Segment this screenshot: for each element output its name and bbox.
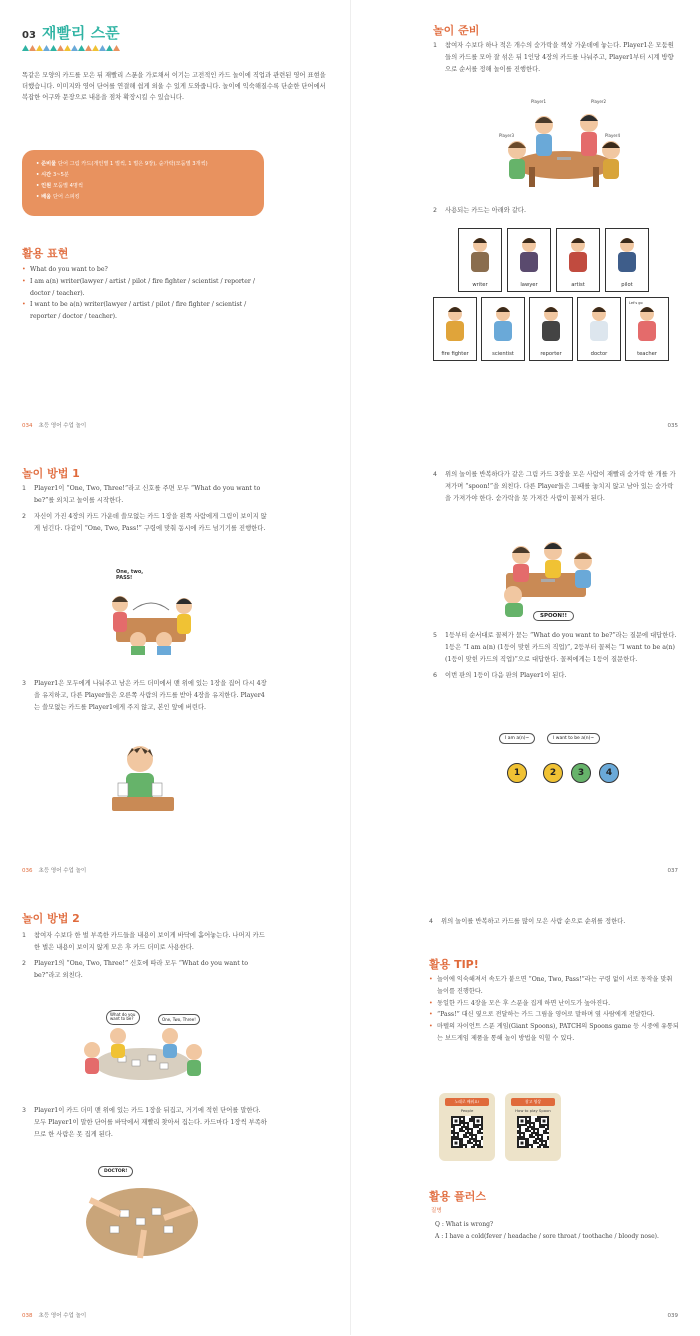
job-card-label: teacher: [637, 351, 657, 357]
player-label: Player4: [605, 133, 620, 138]
info-value: 단어 스피킹: [52, 193, 80, 200]
card-row-2: [433, 297, 669, 361]
method-step: 3 Player1이 카드 더미 맨 위에 있는 카드 1장을 뒤집고, 거기에 적힌 단어를 말한다. 모두 Player1이 말한 단어를 바닥에서 재빨리 찾아서 집는다. 카드마다 1장씩 부족하므로 한 사람은 못 집게 된다.: [22, 1107, 267, 1138]
method1-steps-a: [22, 483, 268, 539]
spread-2: [0, 445, 700, 890]
job-card-teacher: [625, 297, 669, 361]
page-037: [350, 445, 700, 890]
info-row: [36, 159, 250, 170]
player-label: Player2: [591, 99, 606, 104]
rank-badge: 1: [507, 763, 527, 783]
cards-on-floor-illustration: [78, 1008, 208, 1090]
job-figure-icon: [578, 298, 620, 348]
job-card-writer: [458, 228, 502, 292]
tip-item: • “Pass!” 대신 옆으로 전달하는 카드 그림을 영어로 말하며 옆 사람에게 전달한다.: [429, 1009, 679, 1021]
job-card-label: scientist: [492, 351, 514, 357]
info-value: 단어 그림 카드(개인별 1 벌씩, 1 벌은 9장), 숟가락(모둠별 3개씩): [57, 161, 208, 167]
job-card-reporter: [529, 297, 573, 361]
qr-tag: 노래로 배워요!: [445, 1098, 489, 1106]
pass-speech-bubble: One, two, PASS!: [116, 569, 144, 581]
spread-3: [0, 890, 700, 1335]
method-step: 1 참여자 수보다 한 벌 부족한 카드들을 내용이 보이게 바닥에 흩어놓는다. 나머지 카드 한 벌은 내용이 보이지 않게 모은 후 카드 더미로 사용한다.: [22, 932, 265, 951]
info-label: • 시간: [36, 171, 53, 178]
job-figure-icon: [530, 298, 572, 348]
job-figure-icon: [434, 298, 476, 348]
card-row-1: [458, 228, 649, 292]
method2-steps-b: [22, 1105, 268, 1145]
rank-badge: 4: [599, 763, 619, 783]
folio-right: 039: [667, 1313, 678, 1319]
info-row: [36, 192, 250, 203]
job-card-fire-fighter: [433, 297, 477, 361]
job-card-label: fire fighter: [441, 351, 469, 357]
chapter-number: 03: [22, 30, 36, 41]
method1-title: 놀이 방법 1: [22, 467, 80, 480]
folio-right: 037: [667, 868, 678, 874]
job-card-label: reporter: [540, 351, 562, 357]
method2-steps-a: [22, 930, 268, 986]
job-card-artist: [556, 228, 600, 292]
qr-card-video[interactable]: [505, 1093, 561, 1161]
job-figure-icon: [626, 298, 668, 348]
qr-code-icon: [451, 1116, 483, 1148]
chapter-title: 재빨리 스푼: [41, 24, 120, 42]
spoon-grab-illustration: [491, 533, 601, 625]
job-card-lawyer: [507, 228, 551, 292]
tip-item: • 마텔의 자이언트 스푼 게임(Giant Spoons), PATCH의 Spoons game 등 시중에 유통되는 보드게임 제품을 통해 놀이 방법을 익힐 수 있다.: [429, 1021, 679, 1045]
expression-item: • I am a(n) writer(lawyer / artist / pilot / fire fighter / scientist / reporter / doctor / teacher).: [22, 276, 272, 300]
intro-paragraph: 똑같은 모양의 카드를 모은 뒤 재빨리 스푼을 가로채서 이기는 고전적인 카드 놀이에 직업과 관련된 영어 표현을 더했습니다. 이미지와 영어 단어를 연결해 쉽게 외울 수 있게 도와줍니다. 놀이에 익숙해질수록 단순한 단어에서 복잡한 어구와 문장으로 내용을 점차 확장시킬 수 있습니다.: [22, 72, 326, 102]
info-box: [22, 150, 264, 216]
method-step: 2 Player1의 “One, Two, Three!” 신호에 따라 모두 “What do you want to be?”라고 외친다.: [22, 959, 249, 979]
prep-step: 1 참여자 수보다 하나 적은 개수의 숟가락을 책상 가운데에 놓는다. Player1은 모둠원들의 카드를 모아 잘 섞은 뒤 1인당 4장의 카드를 나눠주고, Player1부터 시계 방향으로 순서를 정해 놀이를 진행한다.: [433, 42, 674, 73]
folio-right: 035: [667, 423, 678, 429]
rank-badge: 2: [543, 763, 563, 783]
tip-list: [429, 974, 679, 1045]
info-row: [36, 170, 250, 181]
info-value: 모둠별 4명씩: [52, 182, 83, 189]
method-step: 1 Player1이 “One, Two, Three!”라고 신호를 주면 모두 “What do you want to be?”를 외치고 놀이를 시작한다.: [22, 485, 261, 504]
prep-step: 2 사용되는 카드는 아래와 같다.: [433, 207, 526, 214]
job-figure-icon: [459, 229, 501, 279]
job-card-doctor: [577, 297, 621, 361]
method-step: 2 자신이 가진 4장의 카드 가운데 쓸모없는 카드 1장을 왼쪽 사람에게 그림이 보이지 않게 넘긴다. 다같이 “One, Two, Pass!” 구령에 맞춰 동시에 카드 넘기기를 진행한다.: [22, 512, 267, 532]
doctor-card-grab-illustration: [80, 1160, 200, 1260]
one-two-three-speech-bubble: One, Two, Three!: [158, 1014, 200, 1025]
job-card-label: pilot: [621, 282, 633, 288]
pass-cards-illustration: [98, 570, 202, 655]
method2-title: 놀이 방법 2: [22, 912, 80, 925]
job-card-label: artist: [571, 282, 585, 288]
job-card-label: doctor: [590, 351, 608, 357]
triangle-decoration: [22, 44, 122, 52]
method1-steps-b: [22, 678, 268, 718]
plus-line: Q : What is wrong?: [435, 1221, 494, 1228]
tip-title: 활용 TIP!: [429, 958, 479, 971]
doctor-speech-bubble: DOCTOR!: [98, 1166, 133, 1177]
job-figure-icon: [606, 229, 648, 279]
boy-holding-cards-illustration: [108, 739, 178, 819]
rank-badge: 3: [571, 763, 591, 783]
player-label: Player3: [499, 133, 514, 138]
plus-lines: [435, 1219, 685, 1243]
teacher-speech-bubble: Let's go: [629, 301, 643, 305]
expression-item: • I want to be a(n) writer(lawyer / artist / pilot / fire fighter / scientist / reporter / doctor / teacher).: [22, 299, 272, 323]
what-speech-bubble: What do you want to be?: [106, 1010, 140, 1025]
folio-left: 034 초등 영어 수업 놀이: [22, 423, 87, 429]
prep-steps-2: [433, 205, 679, 221]
method-step: 5 1등부터 순서대로 꼴찌가 묻는 “What do you want to be?”라는 질문에 대답한다. 1등은 “I am a(n) (1등이 맞힌 카드의 직업)”, 2등부터 꼴찌는 “I want to be a(n) (1등이 맞힌 카드의 직업)”으로 대답한다. 꼴찌에게는 1등이 질문한다.: [433, 632, 677, 663]
method1-steps-d: [433, 630, 679, 686]
job-figure-icon: [482, 298, 524, 348]
method-step: 4 위의 놀이를 반복하다가 같은 그림 카드 3장을 모은 사람이 재빨리 숟가락 한 개를 가져가며 “spoon!”을 외친다. 다른 Player들은 그때를 놓치지 않고 남아 있는 숟가락을 가져가야 한다. 숟가락을 못 가져간 사람이 꼴찌가 된다.: [433, 471, 676, 502]
info-value: 3~5분: [52, 171, 69, 178]
expression-item: • What do you want to be?: [22, 264, 272, 276]
expression-title: 활용 표현: [22, 247, 69, 260]
rank-others-speech-bubble: I want to be a(n)~: [547, 733, 600, 744]
ranking-illustration: [499, 733, 619, 803]
method1-steps-c: [433, 469, 679, 509]
players-at-table-illustration: [499, 95, 629, 190]
qr-code-icon: [517, 1116, 549, 1148]
job-card-scientist: [481, 297, 525, 361]
folio-left: 038 초등 영어 수업 놀이: [22, 1313, 87, 1319]
rank1-speech-bubble: I am a(n)~: [499, 733, 535, 744]
qr-tag: 참고 영상: [511, 1098, 555, 1106]
job-figure-icon: [508, 229, 550, 279]
info-row: [36, 181, 250, 192]
tip-item: • 놀이에 익숙해져서 속도가 붙으면 “One, Two, Pass!”라는 구령 없이 서로 동작을 맞춰 놀이를 진행한다.: [429, 974, 679, 998]
page-038: [0, 890, 350, 1335]
page-036: [0, 445, 350, 890]
job-card-pilot: [605, 228, 649, 292]
spread-1: [0, 0, 700, 445]
page-034: [0, 0, 350, 445]
job-card-label: writer: [472, 282, 488, 288]
plus-line: A : I have a cold(fever / headache / sore throat / toothache / bloody nose).: [435, 1233, 659, 1240]
expression-list: [22, 264, 272, 323]
job-figure-icon: [557, 229, 599, 279]
qr-caption: People: [460, 1108, 474, 1113]
qr-caption: How to play Spoon: [515, 1108, 551, 1113]
method2-step-4: [429, 916, 679, 932]
info-label: • 배움: [36, 193, 53, 200]
qr-card-song[interactable]: [439, 1093, 495, 1161]
prep-title: 놀이 준비: [433, 24, 480, 37]
plus-title: 활용 플러스: [429, 1190, 486, 1203]
method-step: 4 위의 놀이를 반복하고 카드를 많이 모은 사람 순으로 순위를 정한다.: [429, 918, 626, 925]
prep-steps: [433, 40, 679, 80]
plus-subtitle: 질병: [431, 1208, 442, 1214]
player-label: Player1: [531, 99, 546, 104]
folio-left: 036 초등 영어 수업 놀이: [22, 868, 87, 874]
page-035: [350, 0, 700, 445]
chapter-header: [22, 22, 120, 43]
method-step: 6 이번 판의 1등이 다음 판의 Player1이 된다.: [433, 671, 567, 679]
tip-item: • 동일한 카드 4장을 모은 후 스푼을 집게 하면 난이도가 높아진다.: [429, 998, 679, 1010]
info-label: • 인원: [36, 182, 53, 189]
page-039: [350, 890, 700, 1335]
job-card-label: lawyer: [520, 282, 538, 288]
method-step: 3 Player1은 모두에게 나눠주고 남은 카드 더미에서 맨 위에 있는 1장을 집어 다시 4장을 유지하고, 다른 Player들은 오른쪽 사람의 카드를 받아 4장을 유지한다. Player4는 쓸모없는 카드를 Player1에게 주지 않고, 본인 앞에 버린다.: [22, 680, 267, 711]
spoon-speech-bubble: SPOON!!: [533, 611, 574, 621]
info-label: • 준비물: [36, 161, 58, 167]
